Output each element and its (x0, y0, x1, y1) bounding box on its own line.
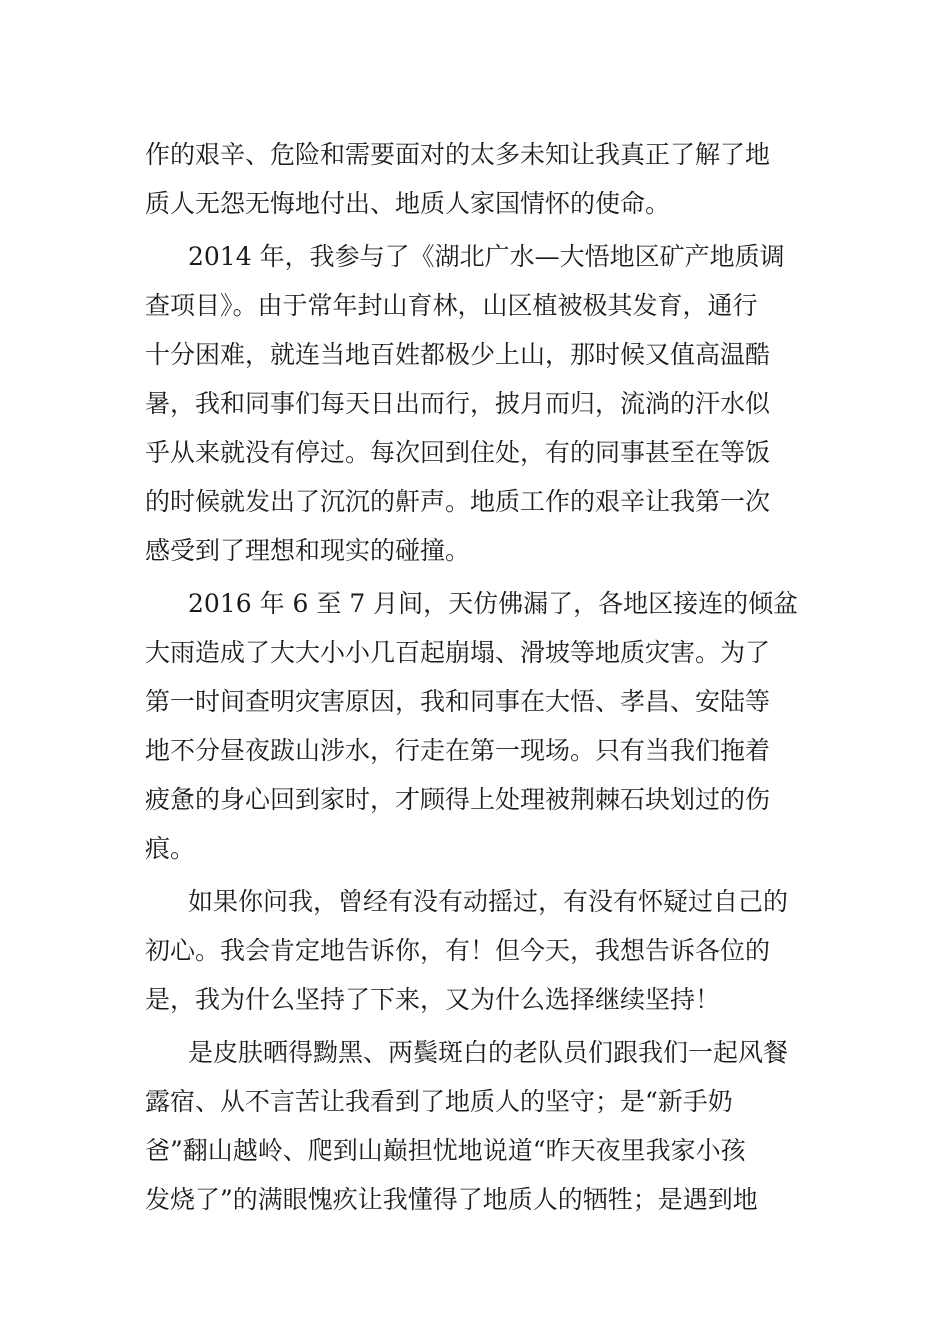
document-body (145, 130, 805, 1224)
paragraph (145, 579, 805, 873)
text-line: 作的艰辛、危险和需要面对的太多未知让我真正了解了地 (145, 140, 771, 169)
text-line: 2016 年 6 至 7 月间，天仿佛漏了，各地区接连的倾盆 (188, 589, 799, 618)
text-line: 爸”翻山越岭、爬到山巅担忧地说道“昨天夜里我家小孩 (145, 1136, 746, 1165)
text-line: 2014 年，我参与了《湖北广水—大悟地区矿产地质调 (188, 242, 785, 271)
text-line: 质人无怨无悔地付出、地质人家国情怀的使命。 (145, 189, 671, 218)
text-line: 痕。 (145, 834, 196, 863)
text-line: 初心。我会肯定地告诉你，有！但今天，我想告诉各位的 (145, 936, 771, 965)
text-line: 暑，我和同事们每天日出而行，披月而归，流淌的汗水似 (145, 389, 771, 418)
text-line: 大雨造成了大大小小几百起崩塌、滑坡等地质灾害。为了 (145, 638, 771, 667)
text-line: 是皮肤晒得黝黑、两鬓斑白的老队员们跟我们一起风餐 (188, 1038, 789, 1067)
text-line: 感受到了理想和现实的碰撞。 (145, 536, 471, 565)
text-line: 十分困难，就连当地百姓都极少上山，那时候又值高温酷 (145, 340, 771, 369)
text-line: 乎从来就没有停过。每次回到住处，有的同事甚至在等饭 (145, 438, 771, 467)
paragraph (145, 877, 805, 1024)
paragraph (145, 1028, 805, 1224)
text-line: 是，我为什么坚持了下来，又为什么选择继续坚持！ (145, 985, 721, 1014)
text-line: 如果你问我，曾经有没有动摇过，有没有怀疑过自己的 (188, 887, 789, 916)
text-line: 第一时间查明灾害原因，我和同事在大悟、孝昌、安陆等 (145, 687, 771, 716)
paragraph (145, 130, 805, 228)
text-line: 露宿、从不言苦让我看到了地质人的坚守；是“新手奶 (145, 1087, 733, 1116)
text-line: 地不分昼夜跋山涉水，行走在第一现场。只有当我们拖着 (145, 736, 771, 765)
text-line: 疲惫的身心回到家时，才顾得上处理被荆棘石块划过的伤 (145, 785, 771, 814)
text-line: 查项目》。由于常年封山育林，山区植被极其发育，通行 (145, 291, 758, 320)
text-line: 发烧了”的满眼愧疚让我懂得了地质人的牺牲；是遇到地 (145, 1185, 758, 1214)
text-line: 的时候就发出了沉沉的鼾声。地质工作的艰辛让我第一次 (145, 487, 771, 516)
paragraph (145, 232, 805, 575)
